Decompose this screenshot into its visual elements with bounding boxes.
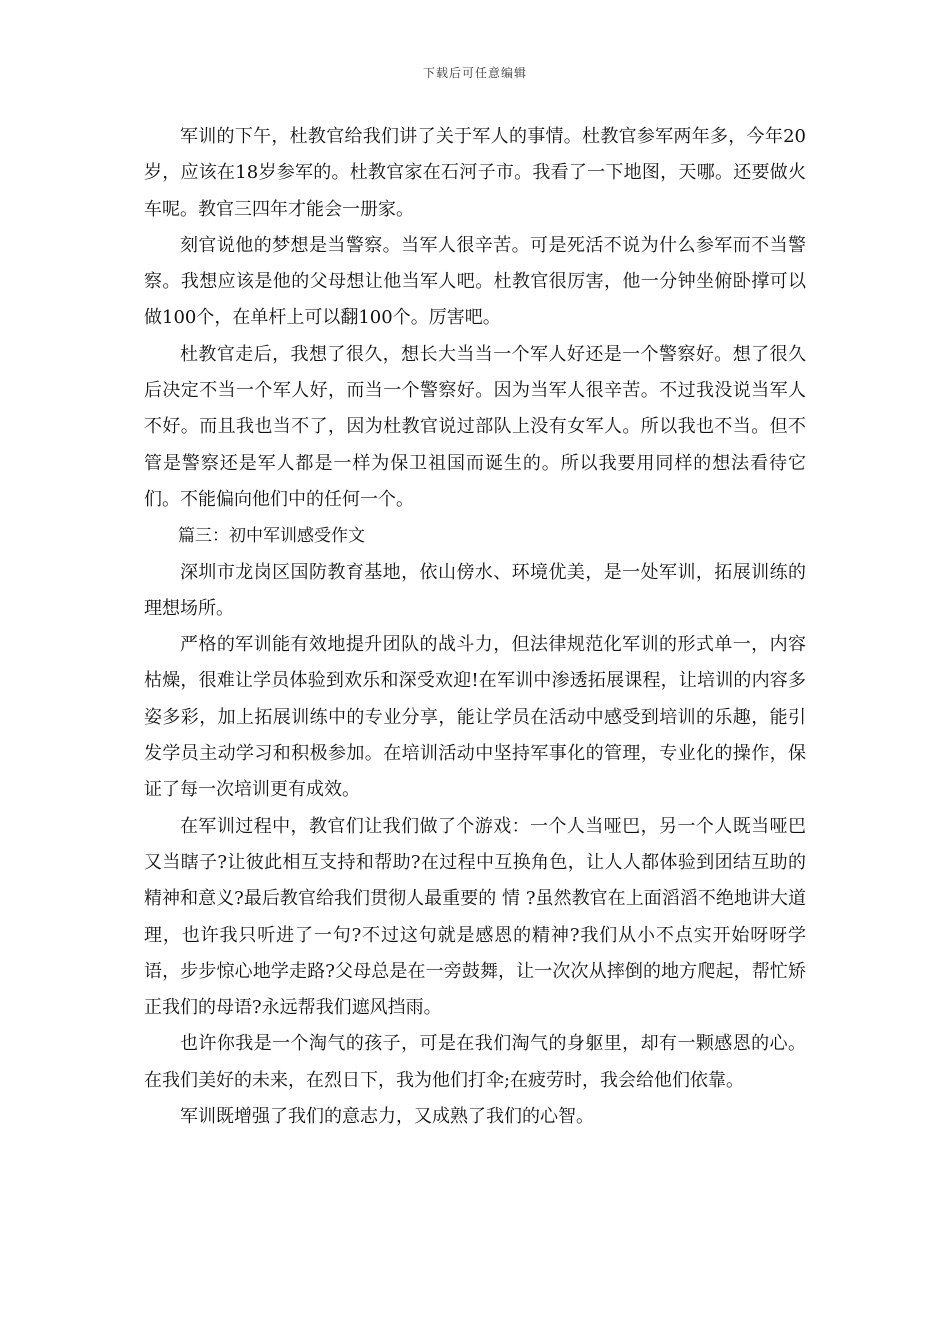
header-note: 下载后可任意编辑 — [422, 66, 527, 80]
article-body — [144, 119, 806, 1135]
section-heading: 篇三：初中军训感受作文 — [178, 526, 365, 547]
paragraph-4: 深圳市龙岗区国防教育基地，依山傍水、环境优美，是一处军训，拓展训练的理想场所。 — [144, 561, 806, 619]
paragraph-5: 严格的军训能有效地提升团队的战斗力，但法律规范化军训的形式单一，内容枯燥，很难让学员体验到欢乐和深受欢迎!在军训中渗透拓展课程，让培训的内容多姿多彩，加上拓展训练中的专业分享，能让学员在活动中感受到培训的乐趣，能引发学员主动学习和积极参加。在培训活动中坚持军事化的管理，专业化的操作，保证了每一次培训更有成效。 — [144, 634, 806, 801]
paragraph-3: 杜教官走后，我想了很久，想长大当当一个军人好还是一个警察好。想了很久后决定不当一个军人好，而当一个警察好。因为当军人很辛苦。不过我没说当军人不好。而且我也当不了，因为杜教官说过部队上没有女军人。所以我也不当。但不管是警察还是军人都是一样为保卫祖国而诞生的。所以我要用同样的想法看待它们。不能偏向他们中的任何一个。 — [144, 343, 806, 510]
paragraph-2: 刻官说他的梦想是当警察。当军人很辛苦。可是死活不说为什么参军而不当警察。我想应该是他的父母想让他当军人吧。杜教官很厉害，他一分钟坐俯卧撑可以做100个，在单杆上可以翻100个。厉害吧。 — [144, 234, 806, 329]
paragraph-1: 军训的下午，杜教官给我们讲了关于军人的事情。杜教官参军两年多，今年20岁，应该在18岁参军的。杜教官家在石河子市。我看了一下地图，天哪。还要做火车呢。教官三四年才能会一册家。 — [144, 126, 806, 220]
paragraph-7: 也许你我是一个淘气的孩子，可是在我们淘气的身躯里，却有一颗感恩的心。在我们美好的未来，在烈日下，我为他们打伞;在疲劳时，我会给他们依靠。 — [144, 1033, 806, 1091]
paragraph-8: 军训既增强了我们的意志力，又成熟了我们的心智。 — [180, 1106, 594, 1128]
paragraph-6: 在军训过程中，教官们让我们做了个游戏：一个人当哑巴，另一个人既当哑巴又当瞎子?让彼此相互支持和帮助?在过程中互换角色，让人人都体验到团结互助的精神和意义?最后教官给我们贯彻人最重要的 情 ?虽然教官在上面滔滔不绝地讲大道理，也许我只听进了一句?不过这句就是感恩的精神?我们从小不点实开始呀呀学语，步步惊心地学走路?父母总是在一旁鼓舞，让一次次从摔倒的地方爬起，帮忙矫正我们的母语?永远帮我们遮风挡雨。 — [144, 815, 806, 1019]
